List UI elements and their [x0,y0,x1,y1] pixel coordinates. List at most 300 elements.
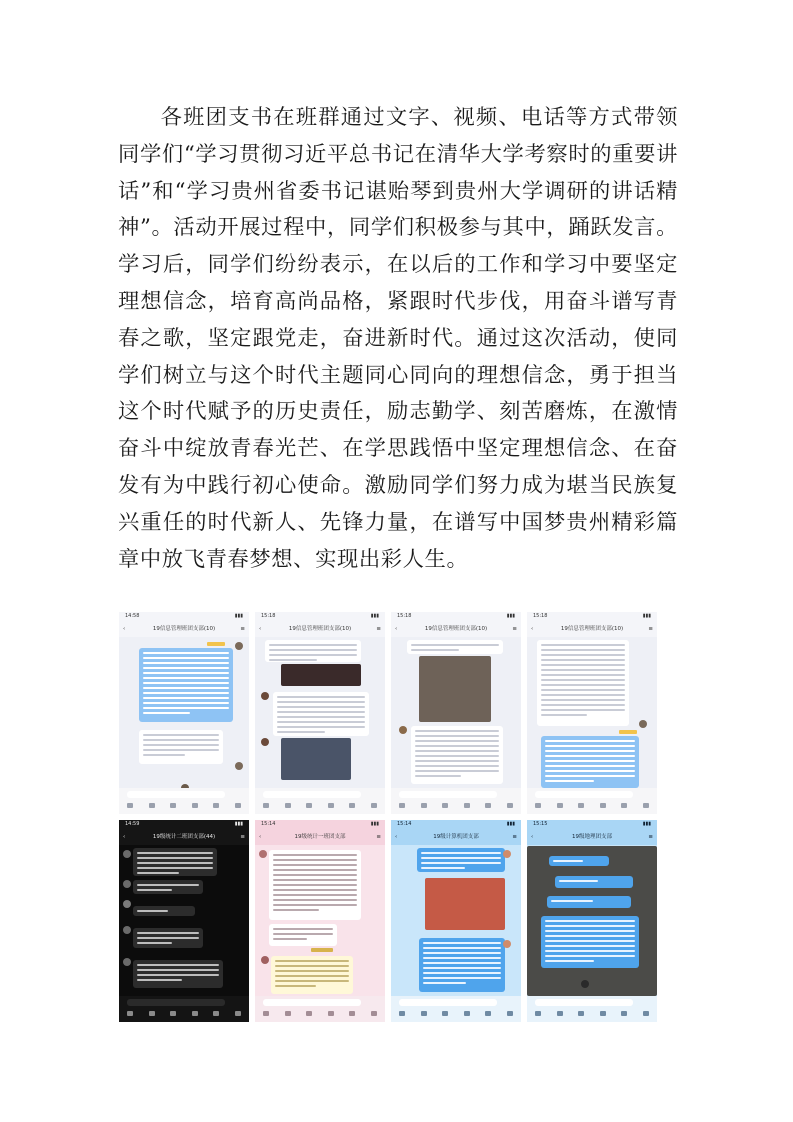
chat-screenshot-collage [119,612,657,1022]
more-menu-icon[interactable]: ≡ [376,626,381,632]
message-text-line [423,967,501,969]
status-bar [527,612,657,621]
image-icon[interactable] [421,803,427,808]
plus-icon[interactable] [371,803,377,808]
signal-icon: ▮▮▮ [642,821,651,827]
message-text-line [143,744,219,746]
avatar [261,956,269,964]
avatar [503,850,511,858]
chat-title: 19信息管理班团支部(10) [152,626,216,632]
red-packet-icon[interactable] [600,803,606,808]
message-text-line [143,672,229,674]
message-text-line [421,867,465,869]
red-packet-icon[interactable] [464,803,470,808]
chat-title: 19级统计一班团支部 [294,834,346,840]
message-text-line [275,960,349,962]
plus-icon[interactable] [643,1011,649,1016]
status-time: 15:18 [397,613,412,619]
plus-icon[interactable] [507,803,513,808]
chat-header [391,829,521,845]
status-bar [119,820,249,829]
signal-icon: ▮▮▮ [370,821,379,827]
message-text-line [541,694,625,696]
message-text-line [421,857,501,859]
message-text-line [423,977,501,979]
message-text-line [137,862,213,864]
avatar [503,940,511,948]
emoji-icon[interactable] [621,1011,627,1016]
message-input[interactable] [263,791,361,798]
message-text-line [273,889,357,891]
message-text-line [541,659,625,661]
message-bubble [133,906,195,916]
message-text-line [275,965,349,967]
message-text-line [545,945,635,947]
message-text-line [143,687,229,689]
status-time: 15:14 [261,821,276,827]
signal-icon: ▮▮▮ [642,613,651,619]
message-text-line [541,699,625,701]
message-text-line [273,938,307,940]
camera-icon[interactable] [442,803,448,808]
message-text-line [541,644,625,646]
avatar [123,850,131,858]
avatar [261,692,269,700]
red-packet-icon[interactable] [600,1011,606,1016]
plus-icon[interactable] [371,1011,377,1016]
message-text-line [541,669,625,671]
message-text-line [137,937,199,939]
avatar [123,900,131,908]
message-text-line [269,649,357,651]
paragraph-text: 各班团支书在班群通过文字、视频、电话等方式带领同学们“学习贯彻习近平总书记在清华大学考察时的重要讲话”和“学习贵州省委书记谌贻琴到贵州大学调研的讲话精神”。活动开展过程中，同学们积极参与其中，踊跃发言。学习后，同学们纷纷表示，在以后的工作和学习中要坚定理想信念，培育高尚品格，紧跟时代步伐，用奋斗谱写青春之歌，坚定跟党走，奋进新时代。通过这次活动，使同学们树立与这个时代主题同心同向的理想信念，勇于担当这个时代赋予的历史责任，励志勤学、刻苦磨炼，在激情奋斗中绽放青春光芒、在学思践悟中坚定理想信念、在奋发有为中践行初心使命。激励同学们努力成为堪当民族复兴重任的时代新人、先锋力量，在谱写中国梦贵州精彩篇章中放飞青春梦想、实现出彩人生。 [118,105,678,572]
message-text-line [277,701,365,703]
chat-screenshot [391,820,521,1022]
message-input[interactable] [399,999,497,1006]
more-menu-icon[interactable]: ≡ [512,626,517,632]
message-bubble [411,726,503,784]
avatar [235,762,243,770]
plus-icon[interactable] [235,803,241,808]
image-icon[interactable] [149,1011,155,1016]
image-icon[interactable] [285,803,291,808]
member-title-tag [311,948,333,952]
more-menu-icon[interactable]: ≡ [376,834,381,840]
chat-title: 19级地理团支部 [572,834,612,840]
back-arrow-icon[interactable]: ‹ [395,834,398,840]
plus-icon[interactable] [643,803,649,808]
chat-header [119,829,249,845]
message-text-line [269,654,357,656]
emoji-icon[interactable] [485,1011,491,1016]
message-text-line [411,644,499,646]
message-text-line [415,775,461,777]
image-icon[interactable] [557,1011,563,1016]
voice-icon[interactable] [399,803,405,808]
message-input[interactable] [399,791,497,798]
message-bubble [139,730,223,764]
message-text-line [277,696,365,698]
message-text-line [415,735,499,737]
back-arrow-icon[interactable]: ‹ [259,834,262,840]
message-text-line [415,765,499,767]
message-bubble [269,850,361,920]
input-toolbar [263,1011,377,1017]
red-packet-icon[interactable] [328,803,334,808]
message-text-line [273,909,319,911]
avatar [123,926,131,934]
back-arrow-icon[interactable]: ‹ [123,626,126,632]
chat-screenshot [255,820,385,1022]
message-text-line [277,731,325,733]
message-text-line [143,667,229,669]
message-text-line [545,750,635,752]
voice-icon[interactable] [127,1011,133,1016]
message-bubble [541,916,639,968]
voice-icon[interactable] [399,1011,405,1016]
chat-screenshot [527,612,657,814]
message-text-line [137,910,168,912]
red-packet-icon[interactable] [192,803,198,808]
message-text-line [545,745,635,747]
camera-icon[interactable] [306,803,312,808]
plus-icon[interactable] [507,1011,513,1016]
status-bar [119,612,249,621]
message-text-line [137,979,182,981]
message-text-line [143,652,229,654]
message-text-line [143,712,190,714]
message-text-line [545,775,635,777]
message-text-line [137,964,219,966]
input-toolbar [399,803,513,809]
message-text-line [269,644,357,646]
message-bubble [133,960,223,988]
message-text-line [143,707,229,709]
status-time: 15:14 [397,821,412,827]
message-bubble [419,938,505,992]
more-menu-icon[interactable]: ≡ [648,834,653,840]
plus-icon[interactable] [235,1011,241,1016]
message-text-line [545,950,635,952]
message-text-line [273,904,357,906]
message-text-line [559,880,598,882]
message-text-line [545,955,635,957]
message-text-line [541,649,625,651]
message-text-line [273,859,357,861]
message-text-line [277,721,365,723]
message-text-line [273,884,357,886]
message-text-line [553,860,583,862]
message-text-line [545,960,594,962]
message-text-line [273,894,357,896]
signal-icon: ▮▮▮ [370,613,379,619]
message-text-line [137,974,219,976]
message-text-line [137,872,179,874]
message-text-line [545,760,635,762]
message-text-line [275,970,349,972]
message-text-line [273,879,357,881]
message-text-line [277,711,365,713]
input-toolbar [535,1011,649,1017]
message-input[interactable] [127,791,225,798]
input-bar [255,996,385,1022]
message-text-line [137,932,199,934]
camera-icon[interactable] [306,1011,312,1016]
message-text-line [415,755,499,757]
red-packet-icon[interactable] [192,1011,198,1016]
message-text-line [423,962,501,964]
input-bar [391,788,521,814]
message-text-line [541,709,625,711]
status-time: 15:18 [533,613,548,619]
member-title-tag [619,730,637,734]
chat-title: 19信息管理班团支部(10) [560,626,624,632]
message-text-line [541,664,625,666]
message-bubble [133,848,217,876]
message-bubble [547,896,631,908]
input-bar [119,996,249,1022]
chat-header [119,621,249,637]
emoji-icon[interactable] [213,803,219,808]
emoji-icon[interactable] [621,803,627,808]
message-text-line [551,900,593,902]
more-menu-icon[interactable]: ≡ [240,626,245,632]
message-bubble [555,876,633,888]
input-toolbar [127,1011,241,1017]
message-text-line [545,770,635,772]
message-text-line [545,940,635,942]
message-text-line [143,697,229,699]
message-input[interactable] [535,791,633,798]
message-text-line [277,706,365,708]
camera-icon[interactable] [578,803,584,808]
message-bubble [407,640,503,654]
message-text-line [277,726,365,728]
message-input[interactable] [263,999,361,1006]
message-text-line [137,852,213,854]
status-time: 15:18 [261,613,276,619]
message-text-line [137,857,213,859]
shared-photo [281,664,361,686]
message-bubble [537,640,629,726]
message-text-line [545,920,635,922]
status-bar [391,612,521,621]
message-text-line [277,716,365,718]
back-arrow-icon[interactable]: ‹ [123,834,126,840]
message-text-line [423,957,501,959]
chat-title: 19信息管理班团支部(10) [288,626,352,632]
message-text-line [411,649,459,651]
emoji-icon[interactable] [349,803,355,808]
signal-icon: ▮▮▮ [506,613,515,619]
message-text-line [545,755,635,757]
message-text-line [137,867,213,869]
status-bar [255,612,385,621]
message-text-line [545,765,635,767]
input-toolbar [127,803,241,809]
body-paragraph [118,100,678,578]
message-text-line [143,662,229,664]
message-text-line [273,864,357,866]
voice-icon[interactable] [127,803,133,808]
member-title-tag [207,642,225,646]
message-bubble [273,692,369,736]
input-toolbar [263,803,377,809]
camera-icon[interactable] [442,1011,448,1016]
message-text-line [545,780,594,782]
chat-header [527,829,657,845]
message-bubble [265,640,361,662]
avatar [123,880,131,888]
message-text-line [421,852,501,854]
message-text-line [541,674,625,676]
message-bubble [417,848,505,872]
avatar [399,726,407,734]
avatar [581,980,589,988]
message-text-line [143,739,219,741]
message-text-line [143,657,229,659]
voice-icon[interactable] [263,1011,269,1016]
message-text-line [541,684,625,686]
message-bubble [269,924,337,946]
shared-photo [425,878,505,930]
chat-header [527,621,657,637]
status-time: 14:59 [125,821,140,827]
message-text-line [541,654,625,656]
voice-icon[interactable] [535,803,541,808]
red-packet-icon[interactable] [464,1011,470,1016]
avatar [259,850,267,858]
message-text-line [273,933,333,935]
message-text-line [143,734,219,736]
message-text-line [273,899,357,901]
chat-header [255,621,385,637]
shared-photo [419,656,491,722]
input-toolbar [535,803,649,809]
shared-photo [281,738,351,780]
emoji-icon[interactable] [213,1011,219,1016]
message-text-line [415,745,499,747]
message-text-line [545,740,635,742]
message-text-line [273,874,357,876]
more-menu-icon[interactable]: ≡ [240,834,245,840]
message-bubble [271,956,353,994]
red-packet-icon[interactable] [328,1011,334,1016]
message-text-line [137,889,172,891]
chat-header [391,621,521,637]
message-text-line [143,692,229,694]
message-input[interactable] [535,999,633,1006]
message-text-line [545,925,635,927]
message-text-line [143,702,229,704]
signal-icon: ▮▮▮ [506,821,515,827]
message-bubble [139,648,233,722]
message-text-line [541,689,625,691]
avatar [123,958,131,966]
message-text-line [423,947,501,949]
message-text-line [143,754,185,756]
message-bubble [133,880,203,894]
image-icon[interactable] [421,1011,427,1016]
voice-icon[interactable] [263,803,269,808]
avatar [261,738,269,746]
message-text-line [541,679,625,681]
message-text-line [415,750,499,752]
voice-icon[interactable] [535,1011,541,1016]
message-text-line [137,884,199,886]
message-text-line [273,869,357,871]
camera-icon[interactable] [170,803,176,808]
message-text-line [545,935,635,937]
chat-title: 19级计算机团支部 [433,834,479,840]
emoji-icon[interactable] [349,1011,355,1016]
message-bubble [133,928,203,948]
message-text-line [143,677,229,679]
input-bar [119,788,249,814]
message-text-line [415,740,499,742]
emoji-icon[interactable] [485,803,491,808]
message-text-line [423,942,501,944]
message-text-line [275,975,349,977]
image-icon[interactable] [285,1011,291,1016]
status-bar [391,820,521,829]
more-menu-icon[interactable]: ≡ [512,834,517,840]
input-bar [391,996,521,1022]
back-arrow-icon[interactable]: ‹ [531,834,534,840]
input-bar [527,996,657,1022]
back-arrow-icon[interactable]: ‹ [259,626,262,632]
message-bubble [541,736,639,788]
more-menu-icon[interactable]: ≡ [648,626,653,632]
message-text-line [423,972,501,974]
message-text-line [415,730,499,732]
message-text-line [541,704,625,706]
chat-header [255,829,385,845]
image-icon[interactable] [149,803,155,808]
message-text-line [415,770,499,772]
message-text-line [415,760,499,762]
message-text-line [273,854,357,856]
message-text-line [545,930,635,932]
message-text-line [541,714,587,716]
back-arrow-icon[interactable]: ‹ [531,626,534,632]
message-text-line [273,928,333,930]
input-bar [527,788,657,814]
message-text-line [275,980,349,982]
status-bar [527,820,657,829]
input-bar [255,788,385,814]
signal-icon: ▮▮▮ [234,613,243,619]
input-toolbar [399,1011,513,1017]
message-text-line [269,659,317,661]
message-text-line [137,942,172,944]
camera-icon[interactable] [170,1011,176,1016]
status-bar [255,820,385,829]
camera-icon[interactable] [578,1011,584,1016]
image-icon[interactable] [557,803,563,808]
chat-screenshot [255,612,385,814]
chat-title: 19信息管理班团支部(10) [424,626,488,632]
message-text-line [423,952,501,954]
message-input[interactable] [127,999,225,1006]
message-text-line [143,682,229,684]
status-time: 14:58 [125,613,140,619]
back-arrow-icon[interactable]: ‹ [395,626,398,632]
status-time: 15:15 [533,821,548,827]
avatar [639,720,647,728]
chat-title: 19级统计二班团支部(44) [152,834,216,840]
chat-screenshot [119,820,249,1022]
